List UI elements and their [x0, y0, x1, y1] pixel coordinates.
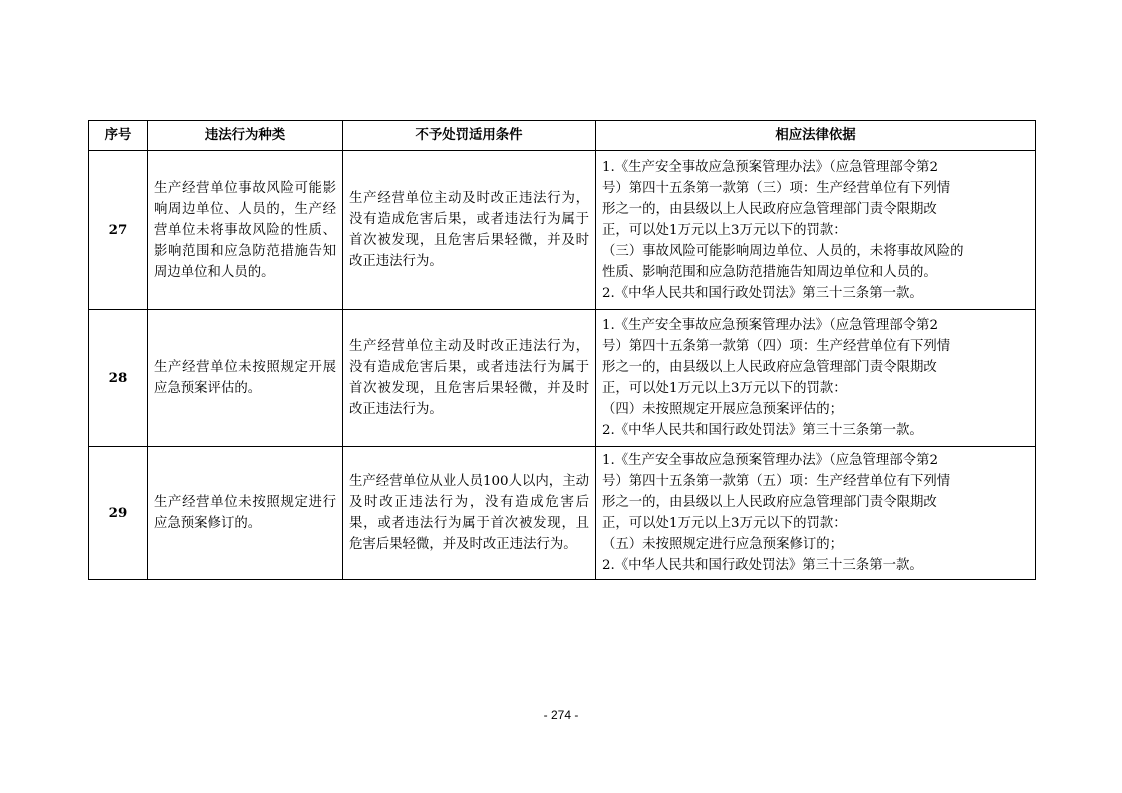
header-legal-basis: 相应法律依据 — [596, 121, 1036, 151]
table-header-row — [89, 121, 1036, 151]
row-legal-basis — [596, 447, 1036, 580]
condition-text: 生产经营单位主动及时改正违法行为，没有造成危害后果，或者违法行为属于首次被发现，且危害后果轻微，并及时改正违法行为。 — [349, 339, 589, 417]
basis-line: 性质、影响范围和应急防范措施告知周边单位和人员的。 — [602, 264, 937, 280]
basis-line: 2.《中华人民共和国行政处罚法》第三十三条第一款。 — [602, 423, 923, 438]
table-row — [89, 151, 1036, 310]
basis-line: 正，可以处1万元以上3万元以下的罚款： — [602, 222, 847, 238]
violation-text: 生产经营单位未按照规定进行应急预案修订的。 — [154, 495, 336, 531]
condition-text: 生产经营单位从业人员100人以内，主动及时改正违法行为，没有造成危害后果，或者违法行为属于首次被发现，且危害后果轻微，并及时改正违法行为。 — [349, 474, 589, 552]
basis-line: 号）第四十五条第一款第（五）项：生产经营单位有下列情 — [602, 474, 951, 489]
basis-line: （三）事故风险可能影响周边单位、人员的，未将事故风险的 — [602, 243, 964, 259]
row-legal-basis — [596, 310, 1036, 447]
row-serial-number: 27 — [89, 151, 148, 310]
header-exemption-condition: 不予处罚适用条件 — [343, 121, 596, 151]
basis-line: 形之一的，由县级以上人民政府应急管理部门责令限期改 — [602, 201, 937, 217]
basis-line: 1.《生产安全事故应急预案管理办法》（应急管理部令第2 — [602, 159, 938, 175]
row-violation-type — [148, 151, 343, 310]
basis-line: 正，可以处1万元以上3万元以下的罚款： — [602, 516, 847, 531]
row-serial-number: 29 — [89, 447, 148, 580]
basis-line: 正，可以处1万元以上3万元以下的罚款： — [602, 381, 847, 396]
page-number: - 274 - — [543, 708, 579, 722]
penalty-exemption-table — [88, 120, 1036, 580]
header-violation-type: 违法行为种类 — [148, 121, 343, 151]
basis-line: （四）未按照规定开展应急预案评估的； — [602, 402, 844, 417]
row-exemption-condition — [343, 151, 596, 310]
table-row — [89, 447, 1036, 580]
basis-line: 1.《生产安全事故应急预案管理办法》（应急管理部令第2 — [602, 318, 938, 333]
basis-line: 2.《中华人民共和国行政处罚法》第三十三条第一款。 — [602, 558, 923, 573]
row-serial-number: 28 — [89, 310, 148, 447]
row-exemption-condition — [343, 447, 596, 580]
row-legal-basis — [596, 151, 1036, 310]
basis-line: 号）第四十五条第一款第（三）项：生产经营单位有下列情 — [602, 180, 951, 196]
row-exemption-condition — [343, 310, 596, 447]
condition-text: 生产经营单位主动及时改正违法行为，没有造成危害后果，或者违法行为属于首次被发现，且危害后果轻微，并及时改正违法行为。 — [349, 191, 589, 269]
table-row — [89, 310, 1036, 447]
row-violation-type — [148, 310, 343, 447]
basis-line: 号）第四十五条第一款第（四）项：生产经营单位有下列情 — [602, 339, 951, 354]
basis-line: 形之一的，由县级以上人民政府应急管理部门责令限期改 — [602, 360, 937, 375]
violation-text: 生产经营单位未按照规定开展应急预案评估的。 — [154, 360, 336, 396]
row-violation-type — [148, 447, 343, 580]
header-serial-number: 序号 — [89, 121, 148, 151]
violation-text: 生产经营单位事故风险可能影响周边单位、人员的，生产经营单位未将事故风险的性质、影响范围和应急防范措施告知周边单位和人员的。 — [154, 180, 336, 280]
basis-line: 2.《中华人民共和国行政处罚法》第三十三条第一款。 — [602, 285, 923, 301]
basis-line: 1.《生产安全事故应急预案管理办法》（应急管理部令第2 — [602, 453, 938, 468]
basis-line: （五）未按照规定进行应急预案修订的； — [602, 537, 844, 552]
basis-line: 形之一的，由县级以上人民政府应急管理部门责令限期改 — [602, 495, 937, 510]
